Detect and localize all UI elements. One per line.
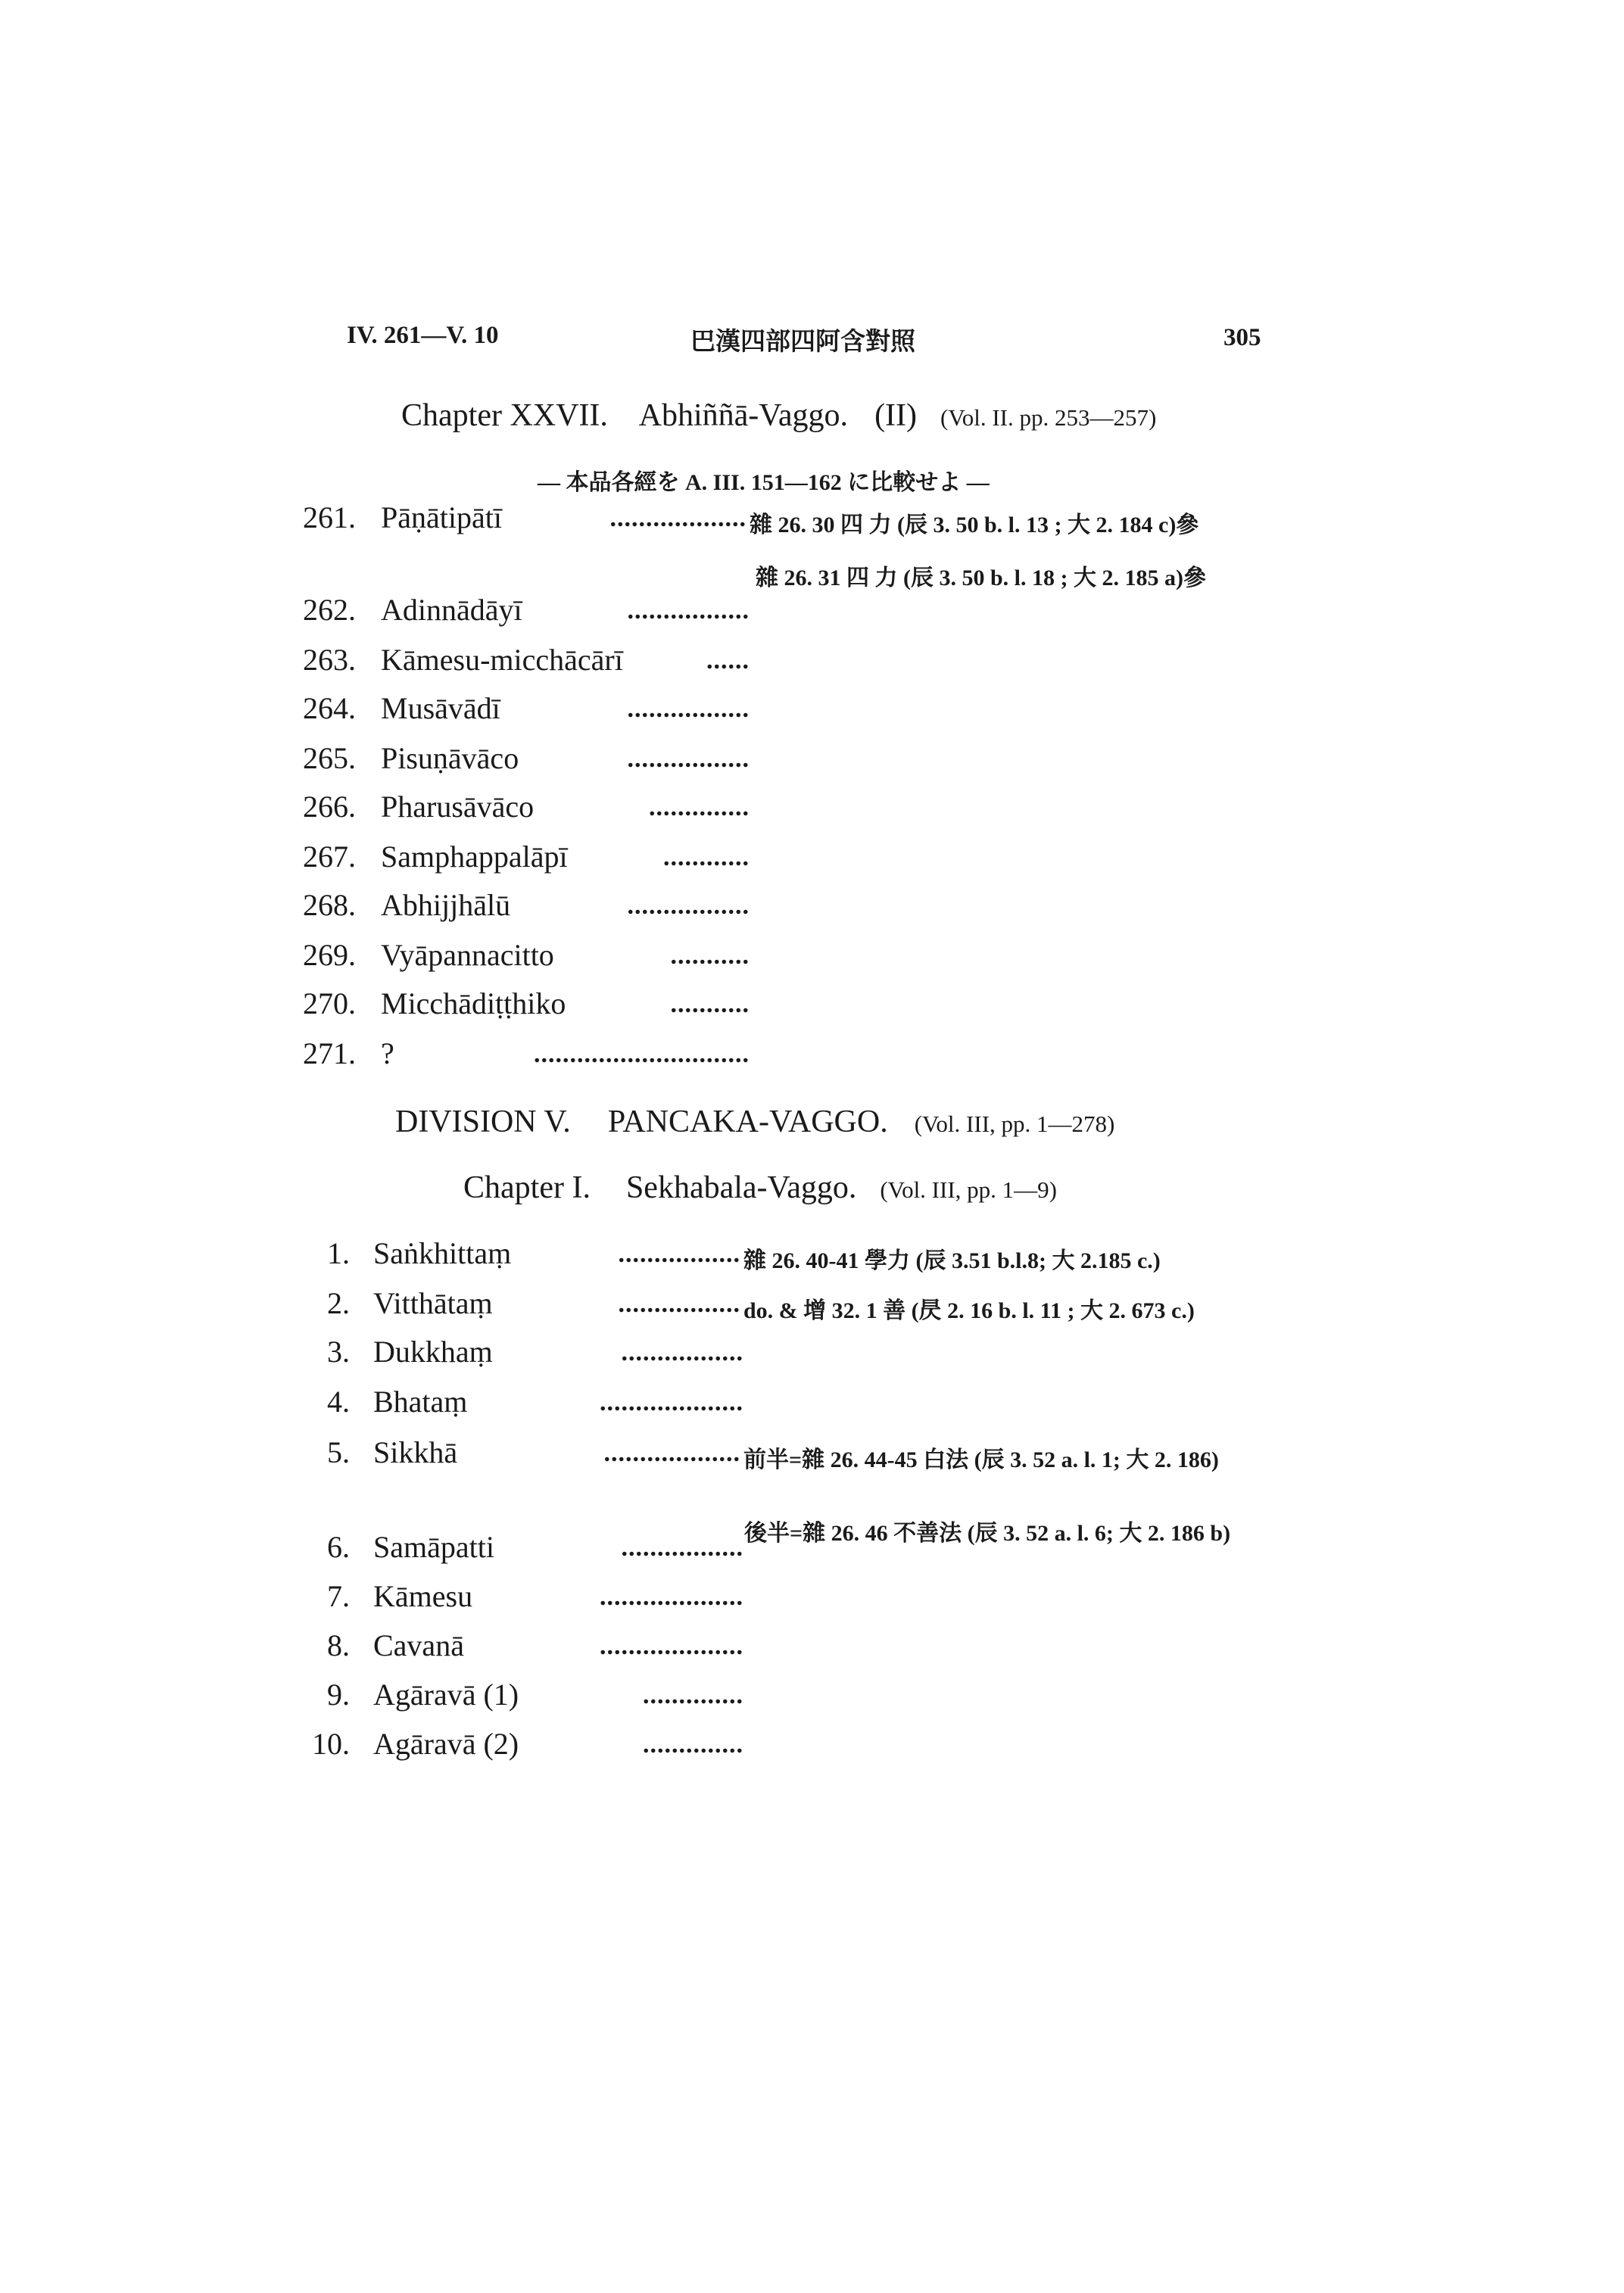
sutta-number: 2. <box>327 1286 350 1320</box>
leader-dots: ................. <box>627 597 750 625</box>
leader-dots: .................... <box>600 1632 743 1660</box>
sutta-row <box>0 1435 1624 1480</box>
sutta-row <box>0 1235 1624 1281</box>
sutta-title: Agāravā (2) <box>373 1727 519 1761</box>
sutta-title: Samphappalāpī <box>381 840 568 874</box>
sutta-number: 264. <box>303 691 356 725</box>
sutta-row <box>0 1726 1624 1771</box>
sutta-title: Bhataṃ <box>373 1385 468 1419</box>
sutta-title: Vitthātaṃ <box>373 1286 493 1320</box>
leader-dots: .................... <box>600 1388 743 1416</box>
sutta-title: Micchādiṭṭhiko <box>381 986 566 1020</box>
page-number: 305 <box>1223 324 1261 351</box>
sutta-row <box>0 642 1624 687</box>
leader-dots: ........... <box>670 942 750 970</box>
sutta-title: Sikkhā <box>373 1435 458 1469</box>
sutta-number: 262. <box>303 593 356 627</box>
chapter-i-name: Sekhabala-Vaggo. <box>625 1170 857 1205</box>
sutta-row <box>0 789 1624 834</box>
leader-dots: .............................. <box>534 1040 750 1068</box>
sutta-5-secondary-ref: 後半=雜 26. 46 不善法 (辰 3. 52 a. l. 6; 大 2. 186 b) <box>744 1521 1231 1546</box>
sutta-number: 8. <box>327 1628 350 1662</box>
sutta-reference: do. & 增 32. 1 善 (昃 2. 16 b. l. 11 ; 大 2. 673 c.) <box>743 1298 1195 1323</box>
sutta-number: 269. <box>303 938 356 972</box>
sutta-reference: 前半=雜 26. 44-45 白法 (辰 3. 52 a. l. 1; 大 2. 186) <box>743 1447 1219 1472</box>
sutta-number: 265. <box>303 741 356 775</box>
chapter-xxvii-part: (II) <box>874 398 918 433</box>
sutta-title: Pharusāvāco <box>381 790 535 824</box>
sutta-title: Musāvādī <box>381 691 500 725</box>
leader-dots: ................... <box>603 1439 740 1467</box>
leader-dots: ................. <box>621 1534 743 1562</box>
sutta-number: 1. <box>327 1236 350 1270</box>
sutta-title: ? <box>381 1036 394 1070</box>
sutta-number: 4. <box>327 1385 350 1419</box>
leader-dots: ...... <box>706 646 750 675</box>
division-v-title: DIVISION V. <box>395 1104 571 1139</box>
leader-dots: ............ <box>663 843 750 871</box>
sutta-title: Adinnādāyī <box>381 593 522 627</box>
sutta-title: Abhijjhālū <box>381 888 511 922</box>
chapter-xxvii-volume: (Vol. II. pp. 253—257) <box>940 404 1157 431</box>
sutta-row <box>0 592 1624 637</box>
sutta-number: 270. <box>303 986 356 1020</box>
sutta-number: 268. <box>303 888 356 922</box>
sutta-title: Samāpatti <box>373 1530 494 1564</box>
sutta-number: 266. <box>303 790 356 824</box>
sutta-title: Agāravā (1) <box>373 1678 519 1712</box>
sutta-261-secondary-ref: 雜 26. 31 四 力 (辰 3. 50 b. l. 18 ; 大 2. 185 a)參 <box>756 565 1206 590</box>
sutta-row <box>0 1334 1624 1379</box>
chapter-i-heading <box>463 1170 1057 1206</box>
leader-dots: .................... <box>600 1583 743 1611</box>
sutta-title: Cavanā <box>373 1628 464 1662</box>
sutta-row <box>0 1677 1624 1722</box>
sutta-title: Dukkhaṃ <box>373 1335 493 1369</box>
leader-dots: .............. <box>649 793 750 821</box>
sutta-number: 263. <box>303 643 356 677</box>
sutta-reference: 雜 26. 40-41 學力 (辰 3.51 b.l.8; 大 2.185 c.) <box>743 1248 1161 1273</box>
sutta-reference: 雜 26. 30 四 力 (辰 3. 50 b. l. 13 ; 大 2. 184 c)參 <box>750 512 1199 537</box>
sutta-row <box>0 1578 1624 1624</box>
sutta-row <box>0 1036 1624 1081</box>
leader-dots: ................. <box>627 745 750 773</box>
sutta-row <box>0 500 1624 545</box>
chapter-xxvii-heading <box>401 397 1156 434</box>
leader-dots: ................... <box>609 504 747 532</box>
leader-dots: ................. <box>627 892 750 920</box>
leader-dots: .............. <box>643 1731 743 1759</box>
sutta-title: Pāṇātipātī <box>381 500 502 534</box>
sutta-number: 7. <box>327 1579 350 1613</box>
sutta-title: Kāmesu-micchācārī <box>381 643 623 677</box>
sutta-number: 271. <box>303 1036 356 1070</box>
leader-dots: .............. <box>643 1681 743 1709</box>
division-v-heading <box>395 1104 1114 1140</box>
sutta-row <box>0 887 1624 933</box>
sutta-number: 10. <box>312 1727 350 1761</box>
chapter-i-volume: (Vol. III, pp. 1—9) <box>880 1176 1057 1203</box>
sutta-number: 5. <box>327 1435 350 1469</box>
leader-dots: ................. <box>618 1240 740 1268</box>
sutta-number: 267. <box>303 840 356 874</box>
sutta-row <box>0 690 1624 736</box>
leader-dots: ................. <box>621 1338 743 1366</box>
sutta-title: Pisuṇāvāco <box>381 741 519 775</box>
sutta-number: 261. <box>303 500 356 534</box>
division-v-name: PANCAKA-VAGGO. <box>607 1104 888 1139</box>
division-v-volume: (Vol. III, pp. 1—278) <box>914 1111 1115 1137</box>
chapter-xxvii-title: Chapter XXVII. <box>401 398 608 433</box>
sutta-title: Saṅkhittaṃ <box>373 1236 512 1270</box>
sutta-row <box>0 1384 1624 1429</box>
chapter-xxvii-name: Abhiññā-Vaggo. <box>638 398 849 433</box>
sutta-number: 9. <box>327 1678 350 1712</box>
chapter-i-title: Chapter I. <box>463 1170 591 1205</box>
sutta-title: Vyāpannacitto <box>381 938 554 972</box>
leader-dots: ................. <box>627 695 750 723</box>
sutta-row <box>0 1285 1624 1331</box>
chapter-xxvii-note: — 本品各經を A. III. 151—162 に比較せよ — <box>538 470 990 495</box>
sutta-row <box>0 740 1624 786</box>
sutta-number: 3. <box>327 1335 350 1369</box>
running-head-left: IV. 261—V. 10 <box>347 322 499 349</box>
running-head-title: 巴漢四部四阿含對照 <box>690 329 915 356</box>
leader-dots: ........... <box>670 990 750 1018</box>
sutta-row <box>0 1628 1624 1673</box>
sutta-title: Kāmesu <box>373 1579 473 1613</box>
sutta-row <box>0 839 1624 884</box>
leader-dots: ................. <box>618 1290 740 1318</box>
sutta-row <box>0 986 1624 1031</box>
sutta-number: 6. <box>327 1530 350 1564</box>
sutta-row <box>0 937 1624 983</box>
